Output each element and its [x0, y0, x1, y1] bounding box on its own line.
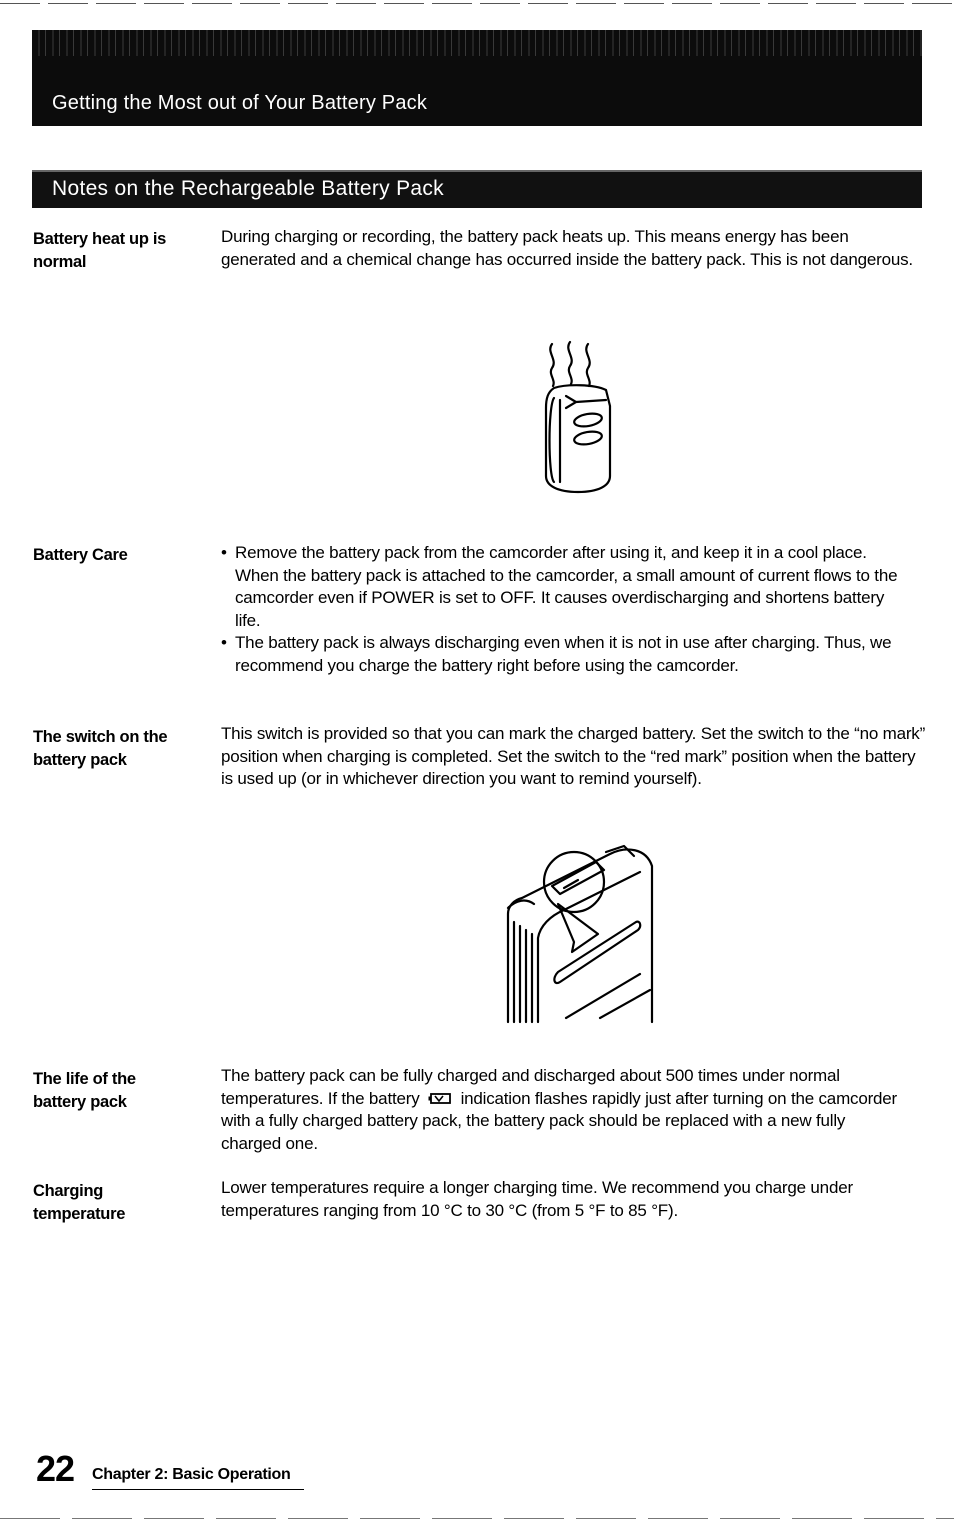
- battery-heat-illustration: [536, 336, 620, 496]
- battery-life-text-end: indication flashes rapidly just after turning on the camcorder with a fully charged battery pack, the battery pack should be replaced with a new fully charged one.: [221, 1088, 898, 1153]
- text-battery-heat: During charging or recording, the battery pack heats up. This means energy has been generated and a chemical change has occurred inside the battery pack. This is not dangerous.: [221, 227, 913, 269]
- battery-low-icon: [428, 1091, 452, 1105]
- page-footer: [36, 1448, 291, 1490]
- bullet-item: • Remove the battery pack from the camcorder after using it, and keep it in a cool place. When the battery pack is attached to the camcorder, a small amount of current flows to the camcorder even if POWER is set to OFF. It causes overdischarging and shortens battery life.: [221, 542, 911, 632]
- chapter-reference-underline: [92, 1489, 304, 1490]
- page-number: 22: [36, 1448, 75, 1489]
- battery-care-bullets: [221, 542, 911, 677]
- text-switch: This switch is provided so that you can mark the charged battery. Set the switch to the “no mark” position when charging is completed. Set the switch to the “red mark” position when the battery is used up (or in whichever direction you want to remind yourself).: [221, 724, 926, 788]
- label-switch: The switch on the battery pack: [33, 728, 168, 769]
- label-charging-temperature: Charging temperature: [33, 1182, 126, 1223]
- chapter-reference: Chapter 2: Basic Operation: [92, 1466, 291, 1483]
- top-rule: [0, 3, 954, 4]
- chapter-title: Getting the Most out of Your Battery Pack: [52, 92, 428, 114]
- label-battery-heat: Battery heat up is normal: [33, 230, 167, 271]
- text-charging-temperature: Lower temperatures require a longer charging time. We recommend you charge under temperatures ranging from 10 °C to 30 °C (from 5 °F to 85 °F).: [221, 1178, 853, 1220]
- battery-switch-illustration: [500, 842, 660, 1030]
- bullet-item: • The battery pack is always discharging even when it is not in use after charging. Thus, we recommend you charge the battery right before using the camcorder.: [221, 632, 911, 677]
- label-battery-care: Battery Care: [33, 546, 128, 564]
- label-battery-life: The life of the battery pack: [33, 1070, 136, 1111]
- header-texture: [32, 30, 922, 56]
- bottom-rule: [0, 1518, 954, 1519]
- section-title: Notes on the Rechargeable Battery Pack: [52, 177, 444, 200]
- text-battery-life: [221, 1065, 901, 1155]
- section-header-band: [32, 170, 922, 208]
- chapter-header-band: [32, 30, 922, 126]
- battery-life-text-start: The battery pack can be fully charged and discharged about 500 times under normal temperatures. If the battery: [221, 1066, 840, 1108]
